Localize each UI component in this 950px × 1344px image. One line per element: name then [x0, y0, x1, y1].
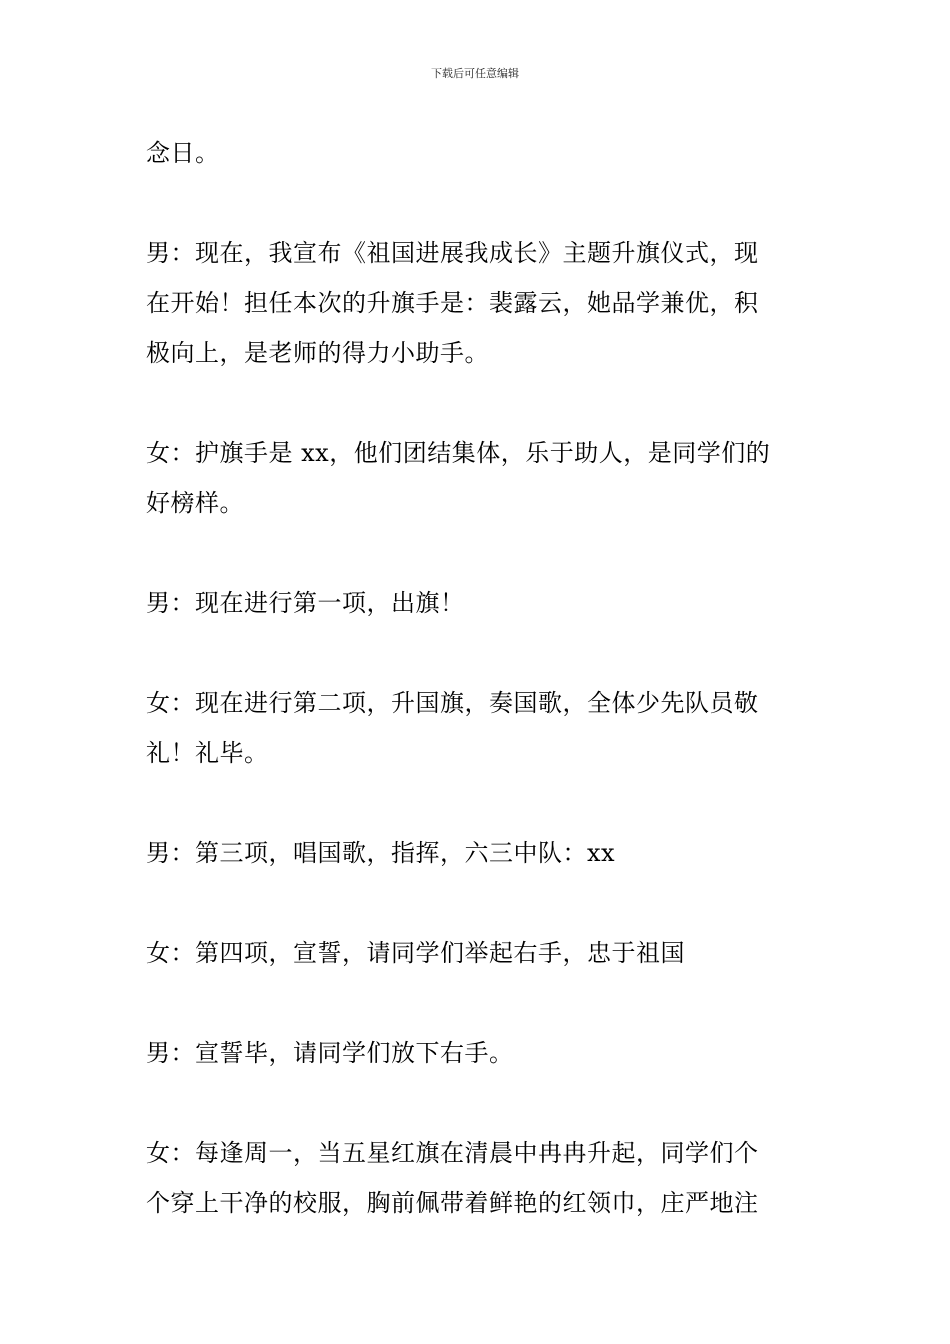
paragraph: 男：第三项，唱国歌，指挥，六三中队：xx [146, 839, 616, 867]
page-header: 下载后可任意编辑 [431, 67, 519, 80]
paragraph: 女：现在进行第二项，升国旗，奏国歌，全体少先队员敬 礼！礼毕。 [146, 689, 759, 767]
paragraph: 男：现在，我宣布《祖国进展我成长》主题升旗仪式，现 在开始！担任本次的升旗手是：裴露云，她品学兼优，积 极向上，是老师的得力小助手。 [146, 239, 759, 367]
paragraph: 女：第四项，宣誓，请同学们举起右手，忠于祖国 [146, 939, 685, 967]
paragraph: 男：现在进行第一项，出旗！ [146, 589, 465, 617]
paragraph: 女：护旗手是 xx，他们团结集体，乐于助人，是同学们的 好榜样。 [146, 439, 771, 517]
document-body [146, 128, 810, 1278]
paragraph: 男：宣誓毕，请同学们放下右手。 [146, 1039, 514, 1067]
paragraph: 女：每逢周一，当五星红旗在清晨中冉冉升起，同学们个 个穿上干净的校服，胸前佩带着鲜艳的红领巾，庄严地注 [146, 1139, 759, 1217]
paragraph: 念日。 [146, 139, 220, 167]
